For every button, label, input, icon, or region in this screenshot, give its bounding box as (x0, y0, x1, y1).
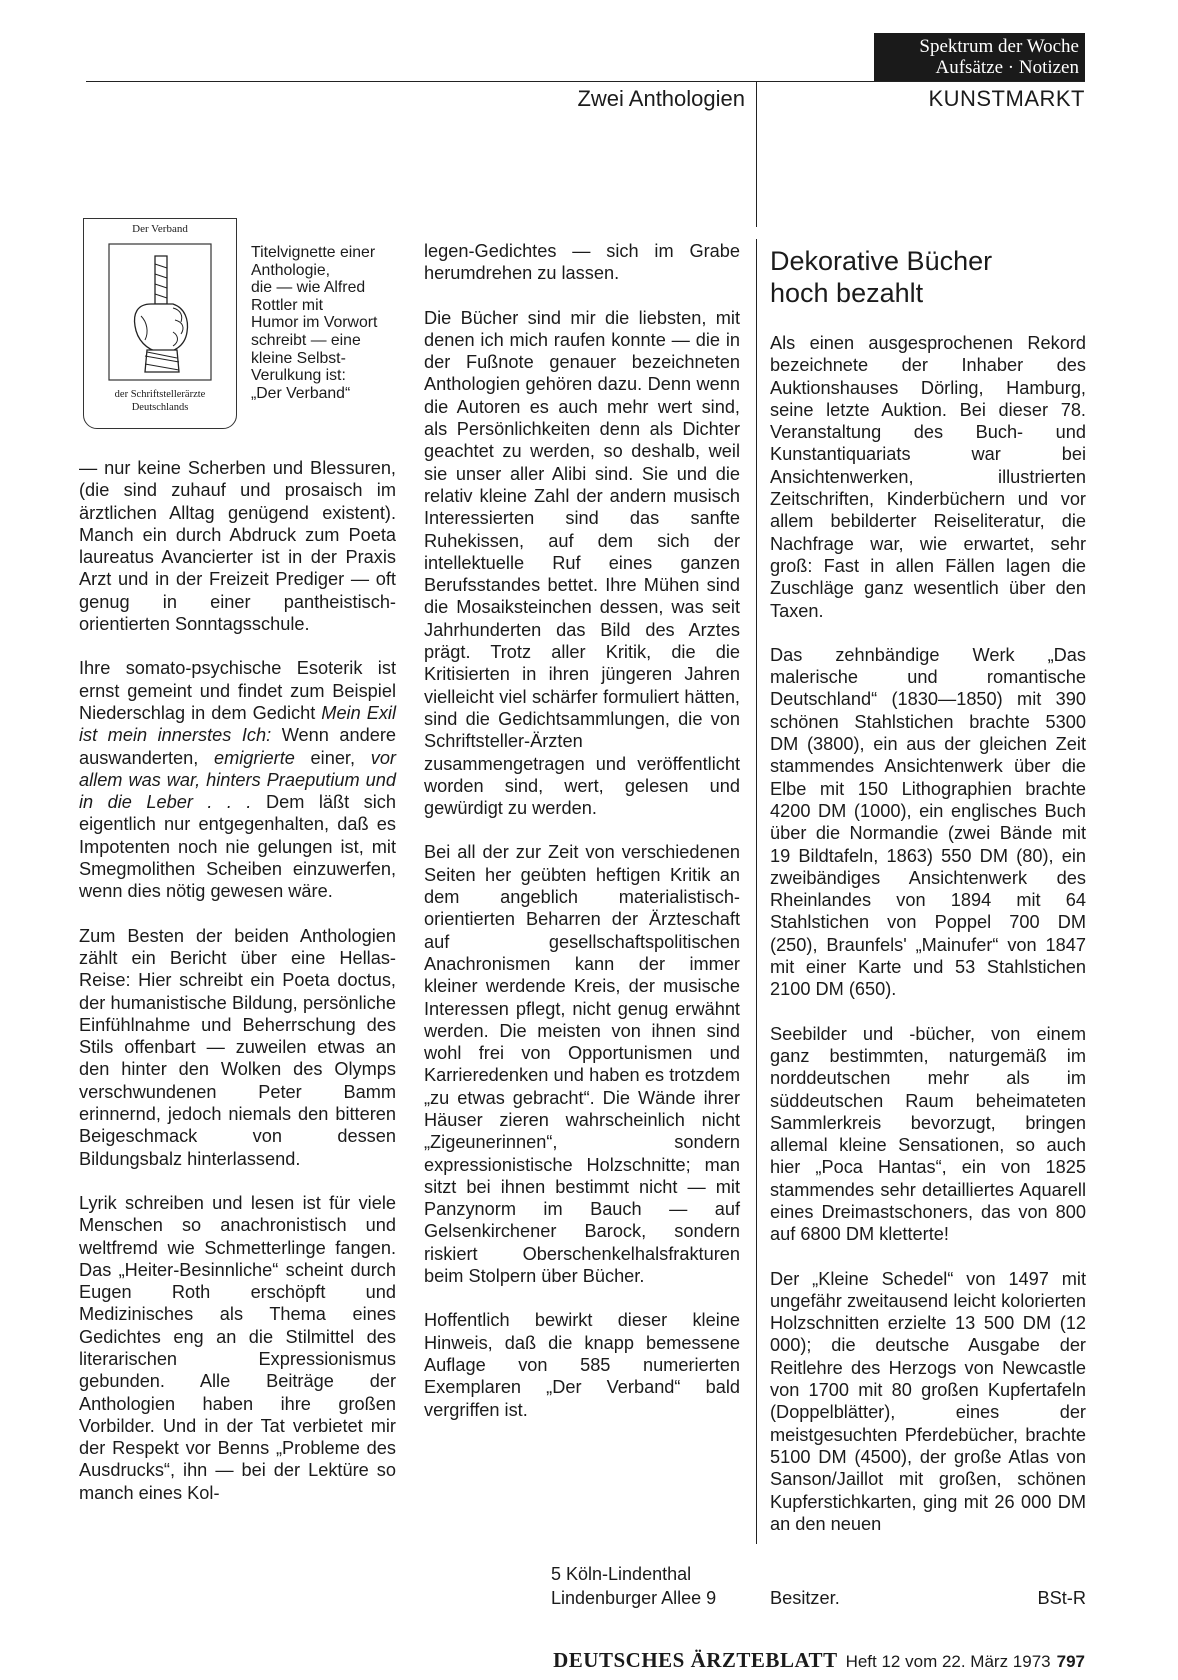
left-heading: Zwei Anthologien (577, 86, 745, 111)
right-paragraph-4: Der „Kleine Schedel“ von 1497 mit ungefähr zweitausend leicht kolorierten Holzschnitten erzielte 13 500 DM (12 000); die deutsche Ausgabe der Reitlehre des Herzogs von Newcastle von 1700 mit 80 großen Kupfertafeln (Doppelblätter), eines der meistgesuchten Pferdebücher, brachte 5100 DM (4500), der große Atlas von Sanson/Jaillot mit großen, schönen Kupferstichkarten, ging mit 26 000 DM an den neuen (770, 1268, 1086, 1534)
middle-column (424, 240, 740, 1421)
middle-paragraph-1: legen-Gedichtes — sich im Grabe herumdrehen zu lassen. (424, 241, 740, 284)
last-word: Besitzer. (770, 1588, 840, 1608)
section-badge (874, 33, 1085, 82)
vignette-bottom-caption: der Schriftstellerärzte Deutschlands (114, 389, 206, 413)
journal-name: DEUTSCHES ÄRZTEBLATT (553, 1648, 838, 1672)
right-paragraph-3: Seebilder und -bücher, von einem ganz bestimmten, naturgemäß im norddeutschen mehr als im süddeutschen Raum beheimateten Sammlerkreis bevorzugt, bringen allemal kleine Sensationen, so auch hier „Poca Hantas“, ein von 1825 stammendes sehr detailliertes Aquarell eines Dreimastschoners, das von 800 auf 6800 DM kletterte! (770, 1023, 1086, 1245)
signature-line (770, 1587, 1086, 1609)
page-footer (553, 1648, 1085, 1673)
left-column (79, 457, 396, 1504)
middle-paragraph-3: Bei all der zur Zeit von verschiedenen Seiten her geübten heftigen Kritik an dem angeblich materialistisch-orientierten Beharren der Ärzteschaft auf gesellschaftspolitischen Anachronismen kann der immer kleiner werdende Kreis, der musische Interessen pflegt, nicht genug erwähnt werden. Die meisten von ihnen sind wohl frei von Opportunismen und Karrieredenken und haben es trotzdem „zu etwas gebracht“. Die Wände ihrer Häuser zieren wahrscheinlich nicht „Zigeunerinnen“, sondern expressionistische Holzschnitte; man sitzt bei ihnen bestimmt nicht — mit Panzynorm im Bauch — auf Gelsenkirchener Barock, sondern riskiert Oberschenkelhalsfrakturen beim Stolpern über Bücher. (424, 842, 740, 1287)
right-heading: KUNSTMARKT (928, 86, 1085, 111)
left-paragraph-1: — nur keine Scherben und Blessuren, (die sind zuhauf und prosaisch im ärztlichen Alltag genügend existent). Manch ein durch Abdruck zum Poeta laureatus Avancierter ist in der Praxis Arzt und in der Freizeit Prediger — oft genug in einer pantheistisch-orientierten Sonntagsschule. (79, 458, 396, 635)
vignette-frame (83, 218, 237, 429)
right-paragraph-2: Das zehnbändige Werk „Das malerische und romantische Deutschland“ (1830—1850) mit 390 schönen Stahlstichen brachte 5300 DM (3800), ein aus der gleichen Zeit stammendes Ansichtenwerk über die Elbe mit 150 Lithographien brachte 4200 DM (1000), ein englisches Buch über die Normandie (zwei Bände mit 19 Bildtafeln, 1863) 550 DM (80), ein zweibändiges Ansichtenwerk des Rheinlandes von 1894 mit 64 Stahlstichen von Poppel 700 DM (250), Braunfels' „Mainufer“ von 1847 mit einer Karte und 53 Stahlstichen 2100 DM (650). (770, 644, 1086, 1000)
right-column (770, 332, 1086, 1535)
article-title: Dekorative Bücher hoch bezahlt (770, 246, 993, 308)
middle-paragraph-4: Hoffentlich bewirkt dieser kleine Hinweis, daß die knapp bemessene Auflage von 585 numerierten Exemplaren „Der Verband“ bald vergriffen ist. (424, 1310, 740, 1420)
vignette-top-caption: Der Verband (132, 223, 188, 235)
page-number: 797 (1056, 1652, 1085, 1671)
left-paragraph-4: Lyrik schreiben und lesen ist für viele Menschen so anachronistisch und weltfremd wie Schmetterlinge fangen. Das „Heiter-Besinnliche“ scheint durch Eugen Roth erschöpft und Medizinisches als Thema eines Gedichtes eng an die Stilmittel des literarischen Expressionismus gebunden. Alle Beiträge der Anthologien haben ihre großen Vorbilder. Und in der Tat verbietet mir der Respekt vor Benns „Probleme des Ausdrucks“, ihn — bei der Lektüre so manch eines Kol- (79, 1192, 396, 1503)
author-initials: BSt-R (1037, 1588, 1086, 1608)
header-rule (86, 81, 1085, 82)
section-badge-line2: Aufsätze · Notizen (935, 57, 1079, 78)
column-divider (756, 239, 757, 1544)
header-divider (756, 81, 757, 227)
left-paragraph-3: Zum Besten der beiden Anthologien zählt ein Bericht über eine Hellas-Reise: Hier schreibt ein Poeta doctus, der humanistische Bildung, persönliche Einfühlnahme und Beherrschung des Stils offenbart — zuweilen etwas an den hinter den Wolken des Olymps verschwundenen Peter Bamm erinnernd, jedoch niemals den bitteren Beigeschmack von dessen Bildungsbalz hinterlassend. (79, 925, 396, 1169)
middle-paragraph-2: Die Bücher sind mir die liebsten, mit denen ich mich raufen konnte — die in der Fußnote genauer bezeichneten Anthologien gehören dazu. Denn wenn die Autoren es auch mehr wert sind, als Persönlichkeiten denn als Dichter geachtet zu werden, so deshalb, weil sie unser aller Alibi sind. Sie und die relativ kleine Zahl der andern musisch Interessierten sind das sanfte Ruhekissen, auf dem sich der intellektuelle Ruf eines ganzen Berufsstandes bettet. Ihre Mühen sind die Mosaiksteinchen dessen, was seit Jahrhunderten das Bild des Arztes prägt. Trotz aller Kritik, die die Kritisierten in ihren jüngeren Jahren vielleicht viel schärfer formuliert hätten, sind die Gedichtsammlungen, die von Schriftsteller-Ärzten zusammengetragen und veröffentlicht worden sind, wert, gelesen und gewürdigt zu werden. (424, 307, 740, 819)
hand-bandage-icon (107, 242, 213, 382)
vignette-caption: Titelvignette einer Anthologie, die — wie Alfred Rottler mit Humor im Vorwort schreibt — eine kleine Selbst- Verulkung ist: „Der Verband“ (251, 244, 378, 402)
issue-info: Heft 12 vom 22. März 1973 (845, 1652, 1051, 1671)
author-address: 5 Köln-Lindenthal Lindenburger Allee 9 (551, 1564, 717, 1608)
left-paragraph-2: Ihre somato-psychische Esoterik ist ernst gemeint und findet zum Beispiel Niederschlag in dem Gedicht Mein Exil ist mein innerstes Ich: Wenn andere auswanderten, emigrierte einer, vor allem was war, hinters Praeputium und in die Leber . . . Dem läßt sich eigentlich nur entgegenhalten, daß es Impotenten noch nie gelungen ist, mit Smegmolithen Scheiben einzuwerfen, wenn dies nötig gewesen wäre. (79, 658, 397, 902)
right-paragraph-1: Als einen ausgesprochenen Rekord bezeichnete der Inhaber des Auktionshauses Dörling, Hamburg, seine letzte Auktion. Bei dieser 78. Veranstaltung des Buch- und Kunstantiquariats war bei Ansichtenwerken, illustrierten Zeitschriften, Kinderbüchern und vor allem bebilderter Reiseliteratur, die Nachfrage war, wie erwartet, sehr groß: Fast in allen Fällen lagen die Zuschläge ganz wesentlich über den Taxen. (770, 333, 1086, 621)
section-badge-line1: Spektrum der Woche (919, 36, 1079, 57)
